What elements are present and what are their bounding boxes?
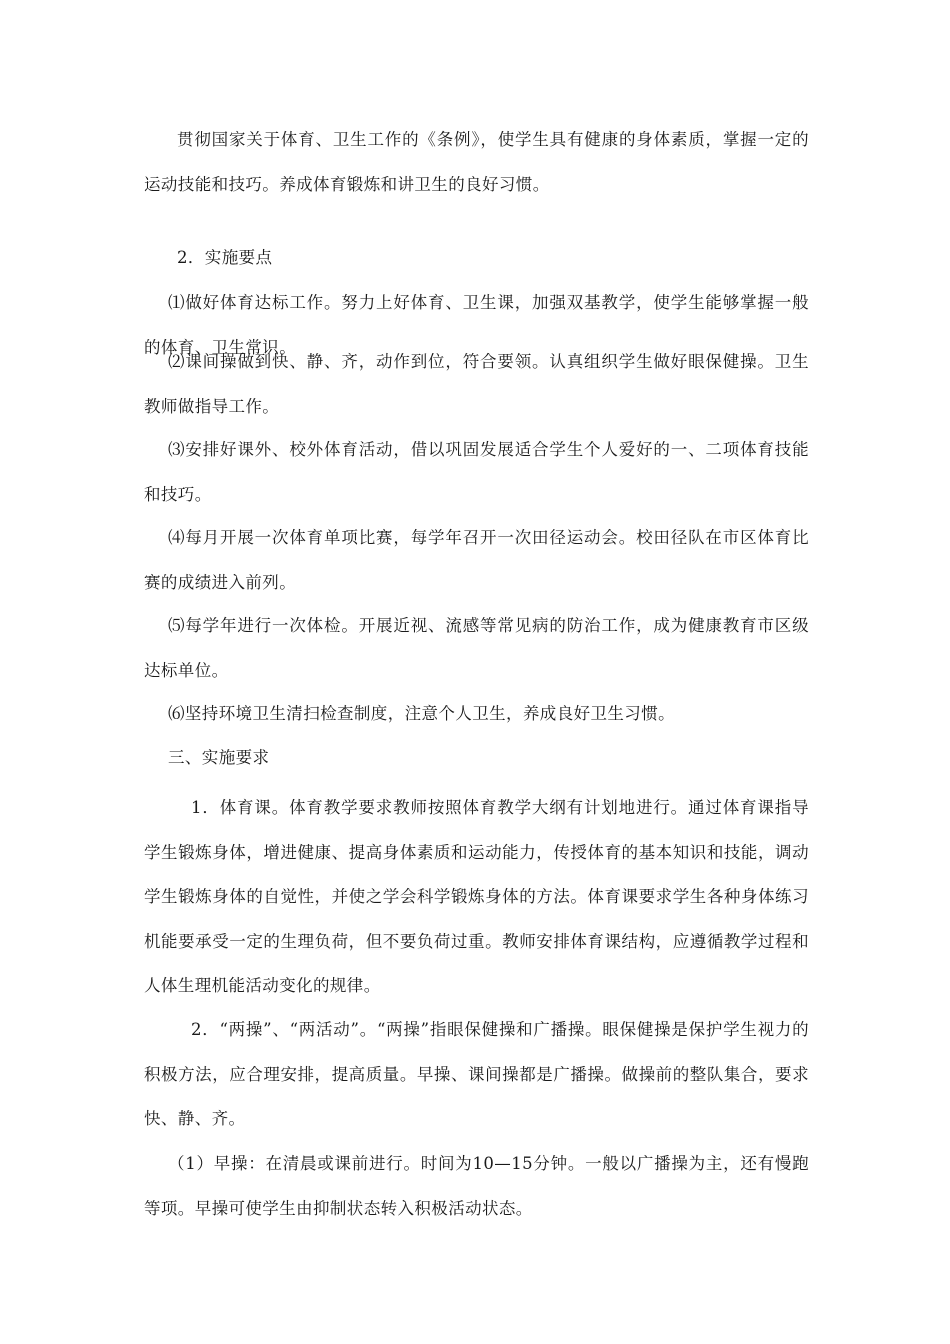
heading-implementation-points: 2．实施要点 <box>177 248 273 267</box>
list-item-2: ⑵课间操做到快、静、齐，动作到位，符合要领。认真组织学生做好眼保健操。卫生教师做指导工作。 <box>144 352 809 416</box>
list-item-5: ⑸每学年进行一次体检。开展近视、流感等常见病的防治工作，成为健康教育市区级达标单位。 <box>144 616 809 680</box>
paragraph-two-exercises: 2．“两操”、“两活动”。“两操”指眼保健操和广播操。眼保健操是保护学生视力的积极方法，应合理安排，提高质量。早操、课间操都是广播操。做操前的整队集合，要求快、静、齐。 <box>144 1020 809 1128</box>
list-item-3: ⑶安排好课外、校外体育活动，借以巩固发展适合学生个人爱好的一、二项体育技能和技巧。 <box>144 440 809 504</box>
paragraph-pe-class: 1．体育课。体育教学要求教师按照体育教学大纲有计划地进行。通过体育课指导学生锻炼身体，增进健康、提高身体素质和运动能力，传授体育的基本知识和技能，调动学生锻炼身体的自觉性，并使之学会科学锻炼身体的方法。体育课要求学生各种身体练习机能要承受一定的生理负荷，但不要负荷过重。教师安排体育课结构，应遵循教学过程和人体生理机能活动变化的规律。 <box>144 798 809 995</box>
paragraph-intro: 贯彻国家关于体育、卫生工作的《条例》，使学生具有健康的身体素质，掌握一定的运动技能和技巧。养成体育锻炼和讲卫生的良好习惯。 <box>144 130 809 194</box>
list-item-4: ⑷每月开展一次体育单项比赛，每学年召开一次田径运动会。校田径队在市区体育比赛的成绩进入前列。 <box>144 528 809 592</box>
paragraph-morning-exercise: （1）早操：在清晨或课前进行。时间为10—15分钟。一般以广播操为主，还有慢跑等项。早操可使学生由抑制状态转入积极活动状态。 <box>144 1154 809 1218</box>
list-item-1: ⑴做好体育达标工作。努力上好体育、卫生课，加强双基教学，使学生能够掌握一般的体育、卫生常识。 <box>144 293 809 357</box>
section-heading-requirements: 三、实施要求 <box>168 748 270 767</box>
list-item-6: ⑹坚持环境卫生清扫检查制度，注意个人卫生，养成良好卫生习惯。 <box>168 704 675 723</box>
